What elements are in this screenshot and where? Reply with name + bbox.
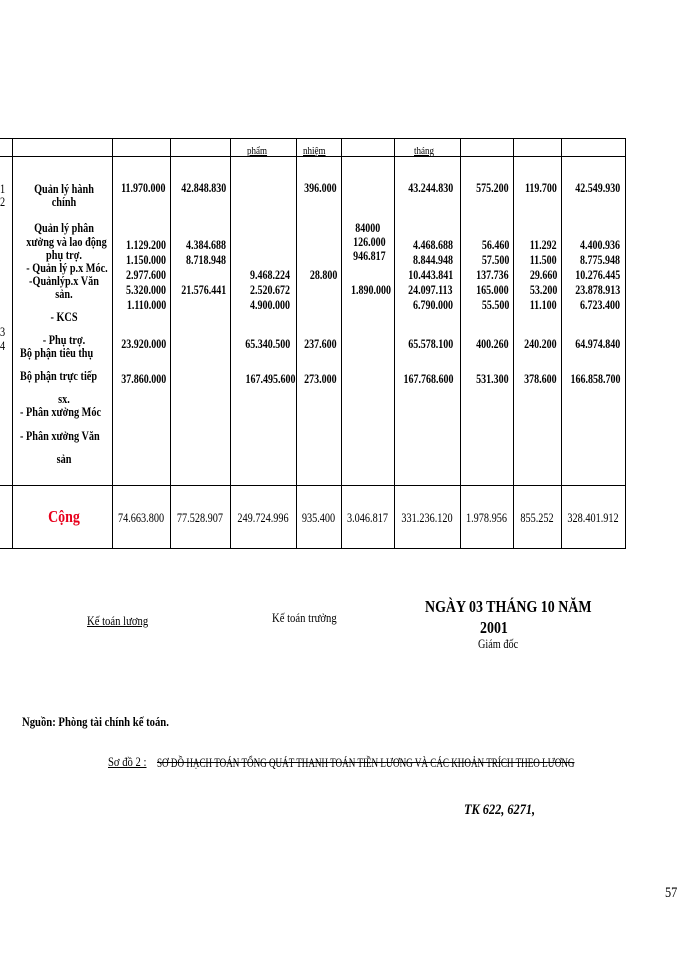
cell-value: 378.600 [524, 372, 557, 386]
row-label: chính [51, 195, 77, 209]
account-label: TK 622, 6271, [464, 802, 536, 818]
cell-value: 137.736 [476, 268, 509, 282]
cell-value: 531.300 [476, 372, 509, 386]
row-number-fragment: 3 [0, 325, 6, 339]
cell-value: 11.500 [530, 253, 557, 267]
cell-value: 1.110.000 [126, 298, 166, 312]
header-pham: phẩm [247, 145, 268, 157]
total-value: 935.400 [301, 511, 336, 525]
cell-value: 8.718.948 [186, 253, 226, 267]
cell-value: 53.200 [529, 283, 557, 297]
cell-value: 6.723.400 [580, 298, 620, 312]
row-label: Quản lý phân [34, 221, 94, 235]
row-label: sản [56, 452, 72, 466]
cell-value: 23.878.913 [575, 283, 620, 297]
cell-value: 396.000 [304, 181, 337, 195]
total-value: 1.978.956 [466, 511, 507, 525]
cell-value: 1.129.200 [126, 238, 166, 252]
row-label: -Quảnlýp.x Văn [29, 274, 99, 288]
total-value: 3.046.817 [347, 511, 388, 525]
row-label: - Phụ trợ. [42, 333, 86, 347]
cell-value: 240.200 [524, 337, 557, 351]
cell-value: 55.500 [481, 298, 509, 312]
cell-value: 29.660 [529, 268, 557, 282]
chief-accountant-label: Kế toán trưởng [272, 610, 337, 625]
cell-value: 24.097.113 [408, 283, 453, 297]
cell-value: 575.200 [476, 181, 509, 195]
page-number: 57 [665, 885, 678, 901]
row-label: sx. [58, 392, 70, 406]
total-value: 331.236.120 [401, 511, 453, 525]
cell-value: 166.858.700 [570, 372, 620, 386]
column-divider [460, 138, 461, 549]
cell-value: 165.000 [476, 283, 509, 297]
total-value: 249.724.996 [237, 511, 289, 525]
column-divider [561, 138, 562, 549]
row-label: Bộ phận tiêu thụ [20, 346, 94, 360]
column-divider [394, 138, 395, 549]
cell-value: 8.844.948 [413, 253, 453, 267]
cell-value: 4.384.688 [186, 238, 226, 252]
source-note: Nguồn: Phòng tài chính kế toán. [22, 714, 169, 729]
total-value: 74.663.800 [117, 511, 165, 525]
cell-value: 64.974.840 [575, 337, 620, 351]
cell-value: 1.150.000 [126, 253, 166, 267]
cell-value: 273.000 [304, 372, 337, 386]
row-label: Quản lý hành [34, 182, 94, 196]
table-body-separator [0, 485, 626, 486]
column-divider [12, 138, 13, 549]
cell-value: 167.495.600 [245, 372, 295, 386]
cell-value: 57.500 [481, 253, 509, 267]
column-divider [230, 138, 231, 549]
column-divider [625, 138, 626, 549]
total-label: Cộng [48, 507, 80, 526]
cell-value: 9.468.224 [250, 268, 290, 282]
cell-value: 4.400.936 [580, 238, 620, 252]
row-number-fragment: 1 [0, 182, 6, 196]
row-label: - KCS [50, 310, 78, 324]
cell-value: 23.920.000 [121, 337, 166, 351]
cell-value: 10.276.445 [575, 268, 620, 282]
cell-value: 56.460 [481, 238, 509, 252]
row-label: - Phân xưởng Móc [20, 405, 102, 419]
cell-value: 84000 [355, 221, 380, 235]
cell-value: 4.900.000 [250, 298, 290, 312]
date-line-2: 2001 [480, 618, 508, 637]
cell-value: 11.292 [530, 238, 557, 252]
row-number-fragment: 2 [0, 195, 6, 209]
diagram-label: Sơ đồ 2 : [108, 754, 147, 769]
cell-value: 1.890.000 [351, 283, 391, 297]
column-divider [170, 138, 171, 549]
date-line-1: NGÀY 03 THÁNG 10 NĂM [425, 597, 592, 616]
cell-value: 126.000 [353, 235, 386, 249]
cell-value: 65.578.100 [408, 337, 453, 351]
cell-value: 43.244.830 [408, 181, 453, 195]
cell-value: 21.576.441 [181, 283, 226, 297]
cell-value: 167.768.600 [403, 372, 453, 386]
cell-value: 11.970.000 [121, 181, 166, 195]
cell-value: 2.520.672 [250, 283, 290, 297]
column-divider [513, 138, 514, 549]
row-label: - Phân xưởng Văn [20, 429, 100, 443]
cell-value: 11.100 [530, 298, 557, 312]
header-thang: tháng [414, 145, 435, 157]
total-value: 328.401.912 [567, 511, 619, 525]
cell-value: 65.340.500 [245, 337, 290, 351]
cell-value: 946.817 [353, 249, 386, 263]
cell-value: 4.468.688 [413, 238, 453, 252]
row-label: Bộ phận trực tiếp [20, 369, 98, 383]
accountant-signature-label: Kế toán lương [87, 613, 149, 628]
diagram-title: SƠ ĐỒ HẠCH TOÁN TỔNG QUÁT THANH TOÁN TIỀN LƯƠNG VÀ CÁC KHOẢN TRÍCH THEO LƯƠNG [157, 755, 575, 770]
cell-value: 28.800 [309, 268, 337, 282]
row-label: sản. [55, 287, 73, 301]
column-divider [341, 138, 342, 549]
row-label: - Quản lý p.x Móc. [26, 261, 108, 275]
cell-value: 6.790.000 [413, 298, 453, 312]
table-top-border [0, 138, 626, 139]
row-label: xưởng và lao động [26, 235, 107, 249]
row-label: phụ trợ. [46, 248, 82, 262]
table-bottom-border [0, 548, 626, 549]
cell-value: 119.700 [525, 181, 557, 195]
cell-value: 400.260 [476, 337, 509, 351]
cell-value: 2.977.600 [126, 268, 166, 282]
director-label: Giám đốc [478, 637, 519, 651]
cell-value: 8.775.948 [580, 253, 620, 267]
cell-value: 42.848.830 [181, 181, 226, 195]
cell-value: 5.320.000 [126, 283, 166, 297]
cell-value: 42.549.930 [575, 181, 620, 195]
header-nhiem: nhiệm [303, 145, 326, 157]
cell-value: 10.443.841 [408, 268, 453, 282]
row-number-fragment: 4 [0, 339, 6, 353]
total-value: 77.528.907 [176, 511, 224, 525]
total-value: 855.252 [520, 511, 554, 525]
cell-value: 37.860.000 [121, 372, 166, 386]
cell-value: 237.600 [304, 337, 337, 351]
